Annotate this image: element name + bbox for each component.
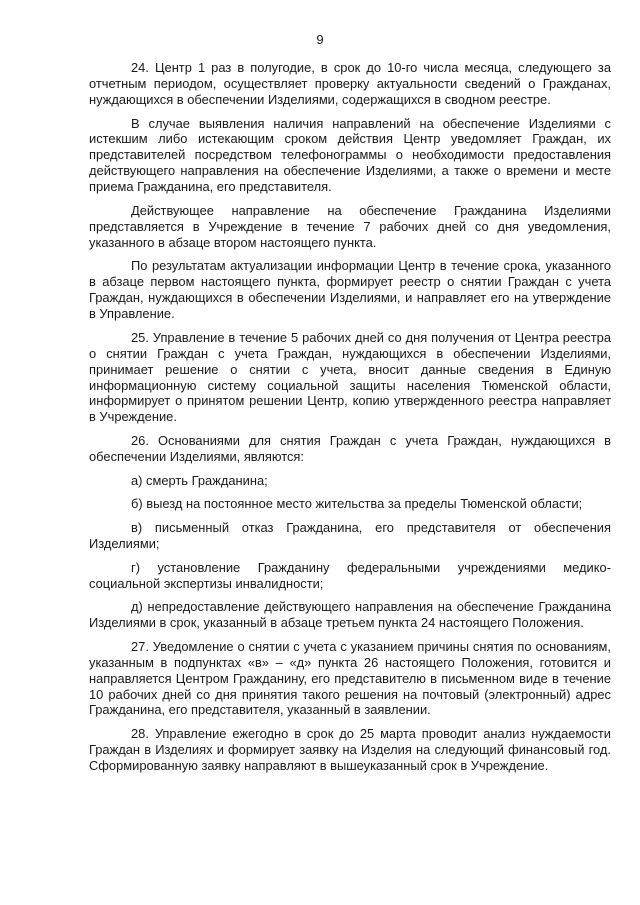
paragraph-28: 28. Управление ежегодно в срок до 25 марта проводит анализ нуждаемости Граждан в Изделиях и формирует заявку на Изделия на следующий финансовый год. Сформированную заявку направляют в вышеуказанный срок в Учреждение. [89, 726, 611, 773]
paragraph-26-b: б) выезд на постоянное место жительства за пределы Тюменской области; [131, 496, 583, 512]
paragraph-24-registry: По результатам актуализации информации Центр в течение срока, указанного в абзаце первом настоящего пункта, формирует реестр о снятии Граждан с учета Граждан, нуждающихся в обеспечении Изделиями, и направляет его на утверждение в Управление. [89, 258, 611, 322]
paragraph-25: 25. Управление в течение 5 рабочих дней со дня получения от Центра реестра о снятии Граждан с учета Граждан, нуждающихся в обеспечении Изделиями, принимает решение о снятии с учета, вносит данные сведения в Единую информационную систему социальной защиты населения Тюменской области, информирует о принятом решении Центр, копию утвержденного реестра направляет в Учреждение. [89, 329, 611, 425]
paragraph-24-valid-referral: Действующее направление на обеспечение Гражданина Изделиями представляется в Учреждение в течение 7 рабочих дней со дня уведомления, указанного в абзаце втором настоящего пункта. [89, 202, 611, 250]
paragraph-26-g: г) установление Гражданину федеральными учреждениями медико-социальной экспертизы инвалидности; [89, 559, 611, 591]
paragraph-27: 27. Уведомление о снятии с учета с указанием причины снятия по основаниям, указанным в подпунктах «в» – «д» пункта 26 настоящего Положения, готовится и направляется Центром Гражданину, его представителю в письменном виде в течение 10 рабочих дней со дня принятия такого решения на почтовый (электронный) адрес Гражданина, его представителя, указанный в заявлении. [89, 638, 611, 718]
paragraph-26: 26. Основаниями для снятия Граждан с учета Граждан, нуждающихся в обеспечении Изделиями, являются: [89, 433, 611, 464]
document-body [89, 60, 611, 782]
paragraph-24: 24. Центр 1 раз в полугодие, в срок до 10-го числа месяца, следующего за отчетным периодом, осуществляет проверку актуальности сведений о Гражданах, нуждающихся в обеспечении Изделиями, содержащихся в сводном реестре. [89, 60, 611, 107]
page-number: 9 [316, 32, 324, 47]
paragraph-24-expired-referrals: В случае выявления наличия направлений на обеспечение Изделиями с истекшим либо истекающим сроком действия Центр уведомляет Граждан, их представителей посредством телефонограммы о необходимости предоставления действующего направления на обеспечение Изделиями, а также о времени и месте приема Гражданина, его представителя. [89, 115, 611, 195]
paragraph-26-v: в) письменный отказ Гражданина, его представителя от обеспечения Изделиями; [89, 520, 611, 551]
paragraph-26-a: а) смерть Гражданина; [131, 472, 268, 488]
paragraph-26-d: д) непредоставление действующего направления на обеспечение Гражданина Изделиями в срок, указанный в абзаце третьем пункта 24 настоящего Положения. [89, 599, 611, 631]
